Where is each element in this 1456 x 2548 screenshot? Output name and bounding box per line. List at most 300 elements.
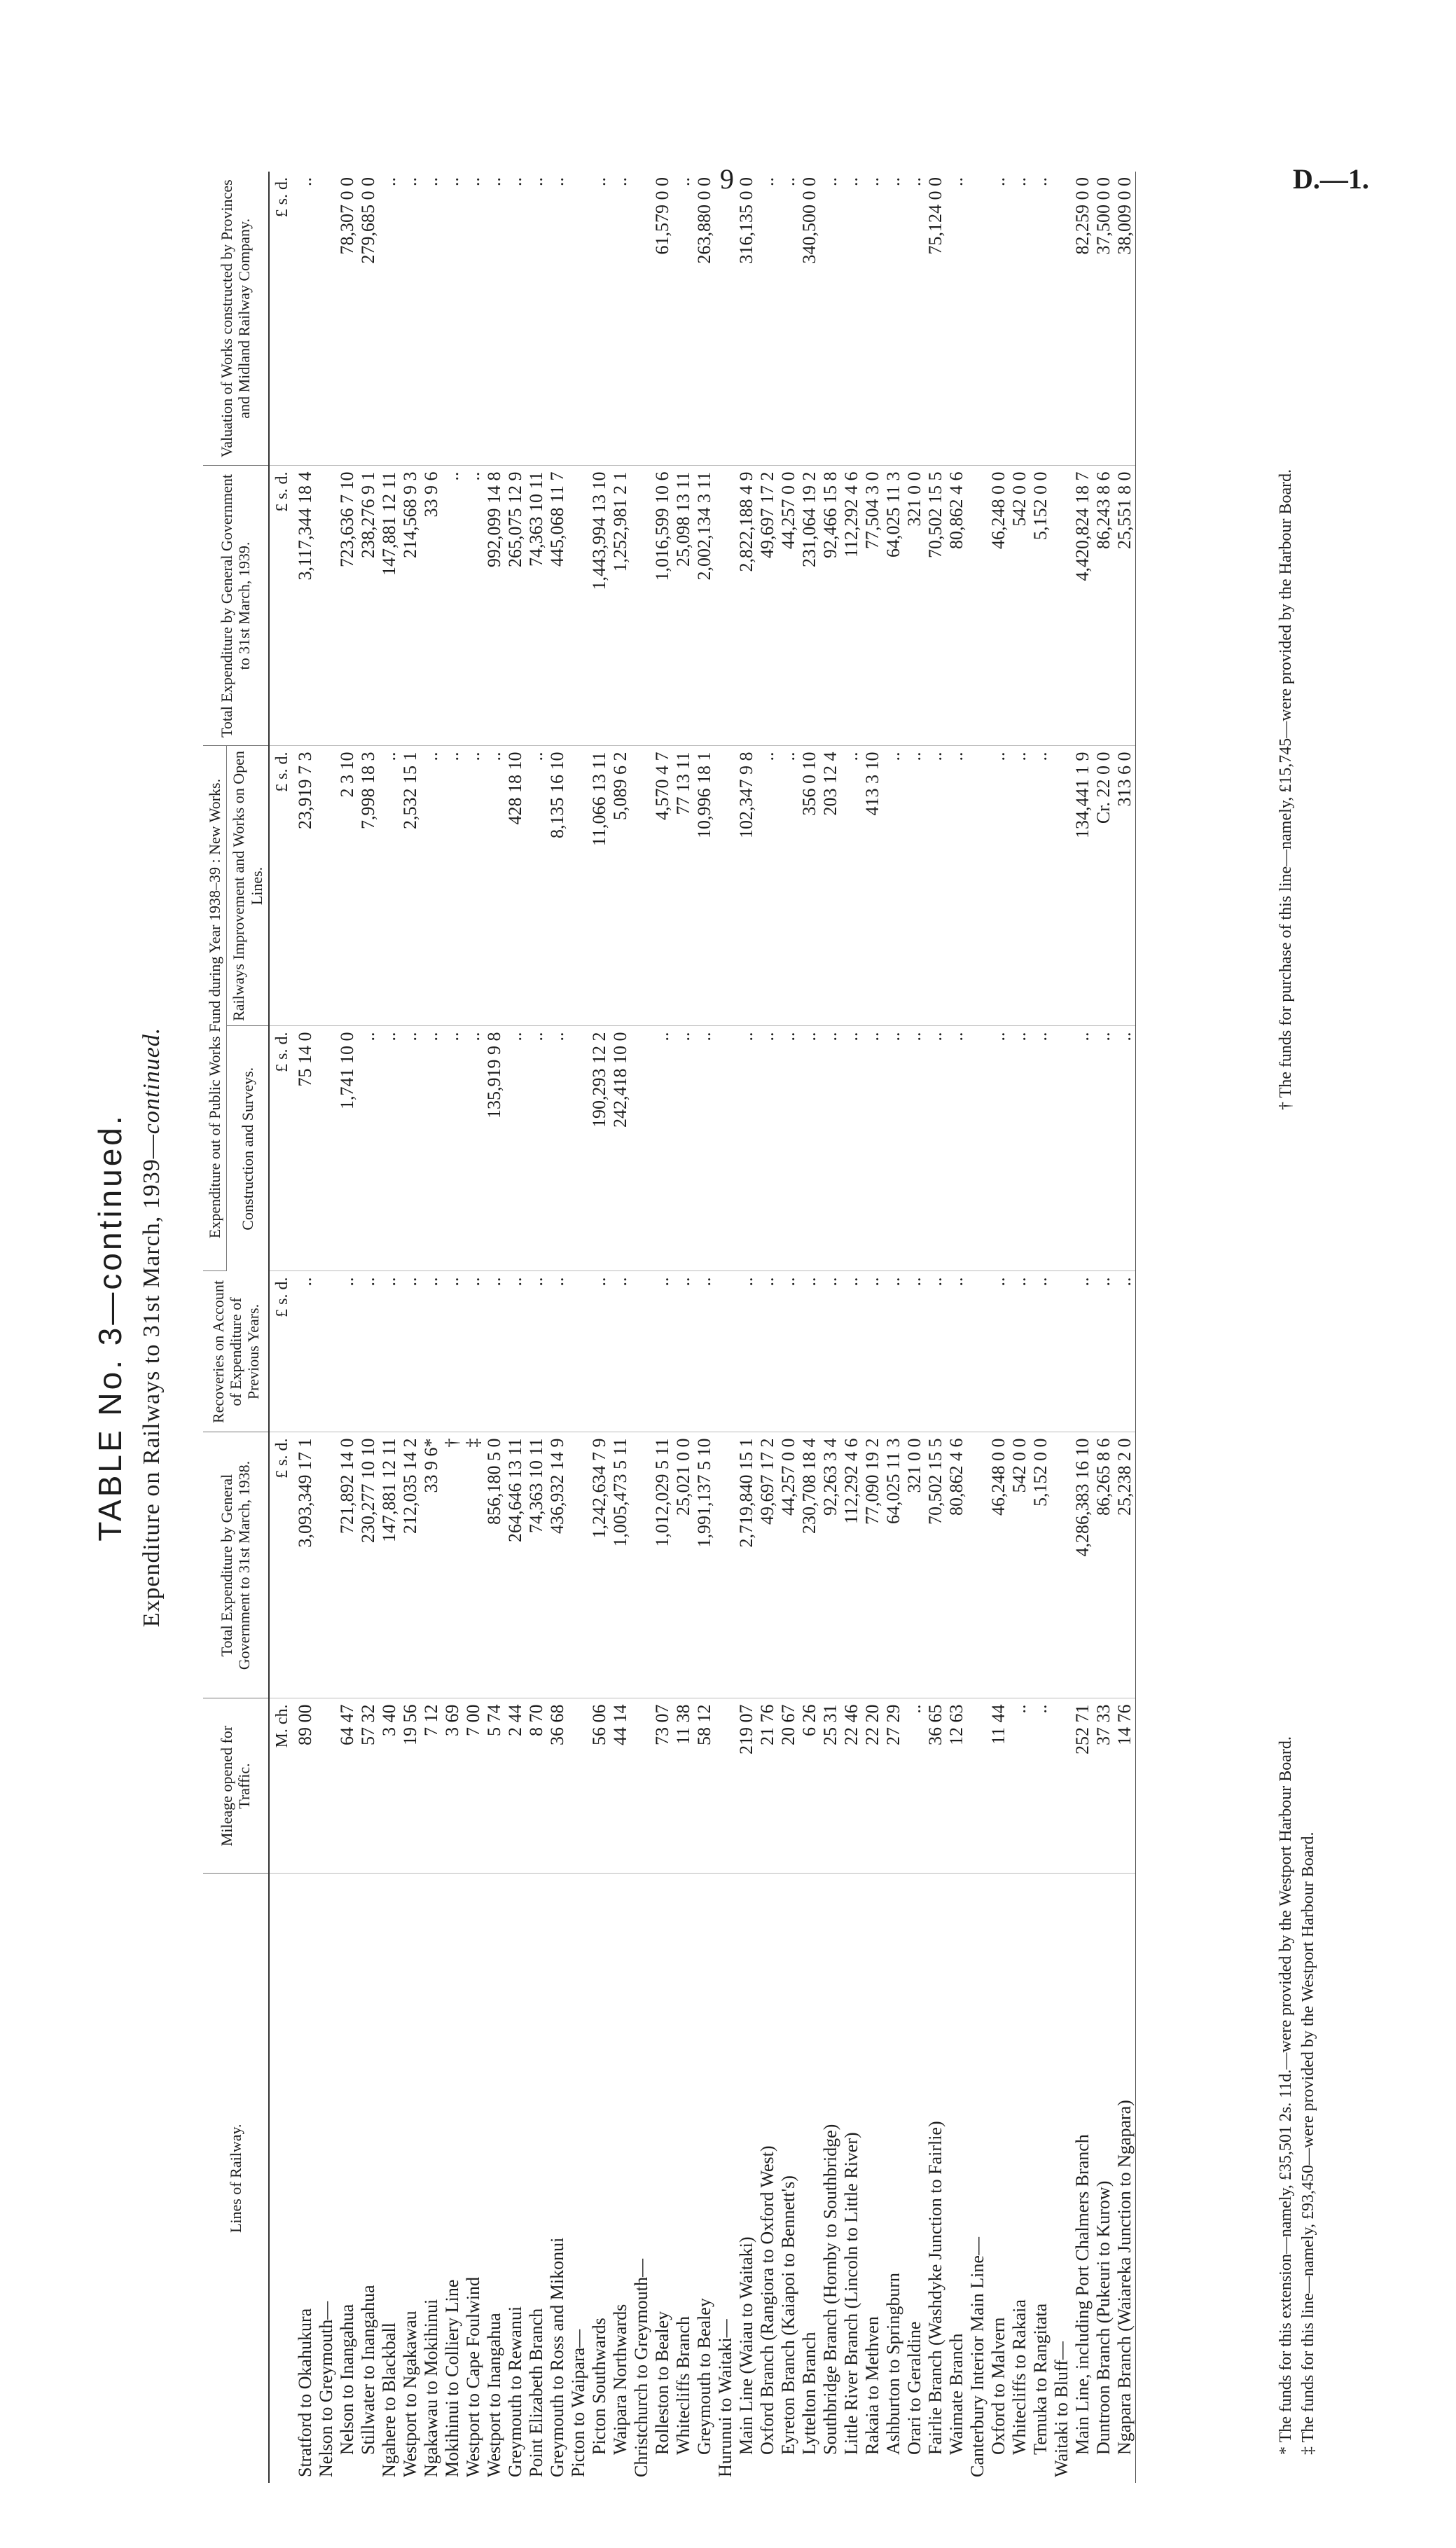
cell-mileage: 3 69 [442, 1698, 463, 1874]
cell-recoveries: .. [400, 1271, 421, 1432]
cell-recoveries: .. [1030, 1271, 1051, 1432]
cell-construction: .. [1093, 1026, 1114, 1271]
cell-total-1939: 321 0 0 [904, 466, 925, 746]
cell-total-1939: 33 9 6 [421, 466, 442, 746]
table-row [1030, 172, 1051, 2483]
cell-improvement: .. [883, 746, 904, 1026]
cell-improvement: .. [1030, 746, 1051, 1026]
line-name: Lyttelton Branch [798, 2332, 819, 2455]
cell-total-1939: 49,697 17 2 [757, 466, 778, 746]
table-row [547, 172, 568, 2483]
cell-valuation: .. [904, 172, 925, 466]
cell-valuation: .. [400, 172, 421, 466]
cell-recoveries: .. [694, 1271, 715, 1432]
cell-valuation [568, 172, 589, 466]
cell-construction [631, 1026, 652, 1271]
cell-total-1938: 86,265 8 6 [1093, 1432, 1114, 1698]
cell-improvement: .. [421, 746, 442, 1026]
table-row [883, 172, 904, 2483]
units-mileage: M. ch. [269, 1698, 295, 1874]
cell-recoveries: .. [1093, 1271, 1114, 1432]
cell-total-1938: 64,025 11 3 [883, 1432, 904, 1698]
col-valuation-header: Valuation of Works constructed by Provinces and Midland Railway Company. [203, 172, 269, 466]
cell-mileage: 11 44 [988, 1698, 1009, 1874]
cell-mileage [1051, 1698, 1072, 1874]
cell-construction: .. [442, 1026, 463, 1271]
table-row [484, 172, 505, 2483]
cell-total-1938: 70,502 15 5 [925, 1432, 946, 1698]
cell-recoveries: .. [442, 1271, 463, 1432]
line-name: Picton Southwards [588, 2318, 609, 2455]
cell-improvement [967, 746, 988, 1026]
cell-construction: .. [526, 1026, 547, 1271]
cell-valuation: 75,124 0 0 [925, 172, 946, 466]
cell-recoveries: .. [589, 1271, 610, 1432]
cell-valuation: 37,500 0 0 [1093, 172, 1114, 466]
cell-total-1939: 44,257 0 0 [778, 466, 799, 746]
cell-total-1938: 33 9 6* [421, 1432, 442, 1698]
cell-improvement: Cr. 22 0 0 [1093, 746, 1114, 1026]
table-row [967, 172, 988, 2483]
cell-recoveries: .. [505, 1271, 526, 1432]
cell-valuation [715, 172, 736, 466]
table-row [358, 172, 379, 2483]
cell-total-1939: 1,443,994 13 10 [589, 466, 610, 746]
table-row [526, 172, 547, 2483]
cell-improvement: 77 13 11 [673, 746, 694, 1026]
cell-valuation: .. [862, 172, 883, 466]
cell-recoveries: .. [379, 1271, 400, 1432]
cell-recoveries: .. [841, 1271, 862, 1432]
cell-mileage: 7 00 [463, 1698, 484, 1874]
cell-total-1939: 1,252,981 2 1 [610, 466, 631, 746]
cell-construction: .. [1030, 1026, 1051, 1271]
cell-construction: .. [652, 1026, 673, 1271]
line-name: Hurunui to Waitaki— [714, 2319, 735, 2477]
cell-valuation [316, 172, 337, 466]
units-construction: £ s. d. [269, 1026, 295, 1271]
cell-valuation: .. [610, 172, 631, 466]
cell-mileage: 64 47 [337, 1698, 358, 1874]
cell-mileage [967, 1698, 988, 1874]
table-row [715, 172, 736, 2483]
cell-total-1939: 542 0 0 [1009, 466, 1030, 746]
cell-recoveries [316, 1271, 337, 1432]
cell-total-1939: 214,568 9 3 [400, 466, 421, 746]
header-row [203, 172, 227, 2483]
cell-mileage: 21 76 [757, 1698, 778, 1874]
cell-improvement: .. [757, 746, 778, 1026]
cell-valuation: .. [526, 172, 547, 466]
cell-mileage: 27 29 [883, 1698, 904, 1874]
cell-recoveries: .. [1114, 1271, 1136, 1432]
line-name: Nelson to Greymouth— [315, 2301, 336, 2477]
table-row [904, 172, 925, 2483]
line-name: Waimate Branch [945, 2333, 966, 2455]
cell-mileage: 219 07 [736, 1698, 757, 1874]
units-row [269, 172, 295, 2483]
cell-total-1939: 992,099 14 8 [484, 466, 505, 746]
rotated-table-sheet [91, 172, 1352, 2483]
table-row [463, 172, 484, 2483]
cell-total-1939 [568, 466, 589, 746]
cell-valuation: .. [946, 172, 967, 466]
cell-total-1938: 5,152 0 0 [1030, 1432, 1051, 1698]
cell-recoveries [568, 1271, 589, 1432]
cell-valuation: .. [778, 172, 799, 466]
table-title: TABLE No. 3—continued. [92, 1113, 128, 1542]
line-name: Westport to Cape Foulwind [462, 2276, 483, 2477]
line-name: Rakaia to Methven [861, 2316, 882, 2455]
cell-total-1938 [631, 1432, 652, 1698]
cell-valuation [1051, 172, 1072, 466]
cell-improvement: .. [526, 746, 547, 1026]
cell-valuation: .. [841, 172, 862, 466]
cell-recoveries: .. [799, 1271, 820, 1432]
cell-total-1938 [967, 1432, 988, 1698]
table-row [988, 172, 1009, 2483]
cell-valuation: .. [463, 172, 484, 466]
cell-recoveries [715, 1271, 736, 1432]
cell-total-1938 [715, 1432, 736, 1698]
line-name: Westport to Ngakawau [399, 2311, 420, 2477]
cell-valuation: .. [547, 172, 568, 466]
cell-recoveries: .. [526, 1271, 547, 1432]
cell-total-1938: 230,277 10 10 [358, 1432, 379, 1698]
cell-construction: .. [673, 1026, 694, 1271]
line-name: Southbridge Branch (Hornby to Southbridge) [819, 2124, 840, 2455]
cell-construction: .. [946, 1026, 967, 1271]
cell-total-1939: 445,068 11 7 [547, 466, 568, 746]
table-row [652, 172, 673, 2483]
cell-construction: .. [358, 1026, 379, 1271]
cell-total-1938: 46,248 0 0 [988, 1432, 1009, 1698]
table-row [1114, 172, 1136, 2483]
cell-construction: .. [841, 1026, 862, 1271]
table-row [736, 172, 757, 2483]
cell-recoveries: .. [337, 1271, 358, 1432]
units-total-1938: £ s. d. [269, 1432, 295, 1698]
col-lines-header: Lines of Railway. [203, 1874, 269, 2483]
cell-total-1939: 4,420,824 18 7 [1072, 466, 1093, 746]
cell-valuation: .. [673, 172, 694, 466]
cell-construction [1051, 1026, 1072, 1271]
cell-total-1938: 25,021 0 0 [673, 1432, 694, 1698]
cell-total-1939: 70,502 15 5 [925, 466, 946, 746]
line-name: Christchurch to Greymouth— [630, 2259, 651, 2477]
cell-recoveries: .. [736, 1271, 757, 1432]
col-total-1938-header: Total Expenditure by General Government to 31st March, 1938. [203, 1432, 269, 1698]
cell-total-1938: ‡ [463, 1432, 484, 1698]
cell-improvement: 10,996 18 1 [694, 746, 715, 1026]
cell-total-1938: 74,363 10 11 [526, 1432, 547, 1698]
cell-construction: 135,919 9 8 [484, 1026, 505, 1271]
table-row [1072, 172, 1093, 2483]
cell-construction: .. [1009, 1026, 1030, 1271]
table-row [379, 172, 400, 2483]
line-name: Picton to Waipara— [567, 2329, 588, 2477]
cell-total-1939: .. [442, 466, 463, 746]
line-name: Westport to Inangahua [483, 2313, 504, 2477]
cell-total-1938: 264,646 13 11 [505, 1432, 526, 1698]
table-row [673, 172, 694, 2483]
cell-construction: 1,741 10 0 [337, 1026, 358, 1271]
cell-valuation: .. [484, 172, 505, 466]
cell-improvement [715, 746, 736, 1026]
line-name: Waipara Northwards [609, 2304, 630, 2455]
table-row [442, 172, 463, 2483]
line-name: Oxford Branch (Rangiora to Oxford West) [756, 2145, 777, 2455]
cell-mileage [631, 1698, 652, 1874]
table-row [337, 172, 358, 2483]
document-code: D.—1. [1293, 163, 1369, 195]
line-name: Orari to Geraldine [903, 2321, 924, 2455]
table-row [568, 172, 589, 2483]
cell-total-1939: 723,636 7 10 [337, 466, 358, 746]
cell-construction: .. [400, 1026, 421, 1271]
line-name: Ngapara Branch (Waiareka Junction to Ngapara) [1114, 1874, 1136, 2483]
cell-valuation: 38,009 0 0 [1114, 172, 1136, 466]
cell-mileage [715, 1698, 736, 1874]
cell-recoveries: .. [883, 1271, 904, 1432]
cell-construction: .. [778, 1026, 799, 1271]
cell-total-1938 [568, 1432, 589, 1698]
table-row [841, 172, 862, 2483]
cell-total-1938: 212,035 14 2 [400, 1432, 421, 1698]
cell-recoveries: .. [547, 1271, 568, 1432]
cell-mileage: 2 44 [505, 1698, 526, 1874]
cell-improvement: 7,998 18 3 [358, 746, 379, 1026]
cell-valuation: .. [757, 172, 778, 466]
cell-total-1939: 86,243 8 6 [1093, 466, 1114, 746]
cell-valuation: .. [1030, 172, 1051, 466]
cell-total-1939: 3,117,344 18 4 [295, 466, 316, 746]
cell-total-1938: 49,697 17 2 [757, 1432, 778, 1698]
cell-construction: 242,418 10 0 [610, 1026, 631, 1271]
cell-total-1938: 436,932 14 9 [547, 1432, 568, 1698]
page-number: 9 [720, 163, 734, 195]
cell-improvement: .. [946, 746, 967, 1026]
table-row [316, 172, 337, 2483]
cell-construction [316, 1026, 337, 1271]
cell-improvement [1051, 746, 1072, 1026]
cell-mileage: 44 14 [610, 1698, 631, 1874]
cell-mileage: 11 38 [673, 1698, 694, 1874]
cell-improvement: 5,089 6 2 [610, 746, 631, 1026]
cell-improvement [568, 746, 589, 1026]
cell-improvement: .. [904, 746, 925, 1026]
cell-total-1939 [631, 466, 652, 746]
line-name: Mokihinui to Colliery Line [441, 2279, 462, 2477]
cell-improvement: .. [379, 746, 400, 1026]
line-name: Little River Branch (Lincoln to Little River) [840, 2132, 861, 2455]
cell-mileage: 37 33 [1093, 1698, 1114, 1874]
cell-total-1939: 147,881 12 11 [379, 466, 400, 746]
cell-total-1939: 5,152 0 0 [1030, 466, 1051, 746]
cell-improvement: 203 12 4 [820, 746, 841, 1026]
units-valuation: £ s. d. [269, 172, 295, 466]
cell-recoveries: .. [421, 1271, 442, 1432]
table-row [1093, 172, 1114, 2483]
cell-construction: .. [862, 1026, 883, 1271]
footnote-star: * The funds for this extension—namely, £35,501 2s. 11d.—were provided by the Westport Harbour Board. [1277, 1736, 1295, 2455]
line-name: Duntroon Branch (Pukeuri to Kurow) [1093, 2180, 1114, 2455]
table-row [589, 172, 610, 2483]
col-total-1939-header: Total Expenditure by General Government to 31st March, 1939. [203, 466, 269, 746]
line-name: Main Line (Waiau to Waitaki) [735, 2236, 756, 2455]
cell-recoveries: .. [988, 1271, 1009, 1432]
footnote-double-dagger: ‡ The funds for this line—namely, £93,450—were provided by the Westport Harbour Board. [1299, 1832, 1317, 2455]
cell-total-1938: 2,719,840 15 1 [736, 1432, 757, 1698]
table-body [269, 172, 1136, 2483]
cell-mileage: 7 12 [421, 1698, 442, 1874]
cell-total-1938: 856,180 5 0 [484, 1432, 505, 1698]
cell-total-1938: 321 0 0 [904, 1432, 925, 1698]
cell-total-1939: 25,098 13 11 [673, 466, 694, 746]
col-recoveries-header: Recoveries on Account of Expenditure of Previous Years. [203, 1271, 269, 1432]
cell-recoveries: .. [652, 1271, 673, 1432]
cell-total-1938: 1,005,473 5 11 [610, 1432, 631, 1698]
cell-valuation: .. [820, 172, 841, 466]
table-row [610, 172, 631, 2483]
line-name: Whitecliffs Branch [672, 2315, 693, 2455]
cell-construction: .. [1114, 1026, 1136, 1271]
line-name: Ashburton to Springburn [882, 2273, 903, 2455]
cell-total-1938: 1,012,029 5 11 [652, 1432, 673, 1698]
cell-improvement: 134,441 1 9 [1072, 746, 1093, 1026]
cell-construction: .. [421, 1026, 442, 1271]
cell-valuation: .. [589, 172, 610, 466]
table-row [925, 172, 946, 2483]
cell-construction [715, 1026, 736, 1271]
cell-construction: .. [694, 1026, 715, 1271]
cell-mileage [568, 1698, 589, 1874]
table-row [295, 172, 316, 2483]
cell-construction: .. [463, 1026, 484, 1271]
cell-improvement [316, 746, 337, 1026]
cell-mileage: 57 32 [358, 1698, 379, 1874]
cell-total-1939: 265,075 12 9 [505, 466, 526, 746]
cell-recoveries: .. [610, 1271, 631, 1432]
cell-construction: .. [925, 1026, 946, 1271]
cell-recoveries: .. [673, 1271, 694, 1432]
cell-mileage: 36 68 [547, 1698, 568, 1874]
cell-construction: 190,293 12 2 [589, 1026, 610, 1271]
cell-recoveries: .. [1072, 1271, 1093, 1432]
cell-valuation: 340,500 0 0 [799, 172, 820, 466]
table-subtitle [139, 172, 165, 2483]
line-name: Eyreton Branch (Kaiapoi to Bennett's) [777, 2175, 798, 2455]
cell-valuation: .. [988, 172, 1009, 466]
cell-total-1939: 2,822,188 4 9 [736, 466, 757, 746]
cell-recoveries [631, 1271, 652, 1432]
cell-total-1938: 80,862 4 6 [946, 1432, 967, 1698]
expenditure-table [203, 172, 1136, 2483]
cell-recoveries: .. [1009, 1271, 1030, 1432]
cell-improvement: 428 18 10 [505, 746, 526, 1026]
table-row [1009, 172, 1030, 2483]
cell-total-1938: 1,242,634 7 9 [589, 1432, 610, 1698]
cell-construction: .. [820, 1026, 841, 1271]
cell-mileage: 22 46 [841, 1698, 862, 1874]
line-name: Canterbury Interior Main Line— [966, 2237, 987, 2477]
cell-total-1939: 1,016,599 10 6 [652, 466, 673, 746]
cell-improvement: 11,066 13 11 [589, 746, 610, 1026]
units-total-1939: £ s. d. [269, 466, 295, 746]
units-improvement: £ s. d. [269, 746, 295, 1026]
cell-valuation: 82,259 0 0 [1072, 172, 1093, 466]
line-name: Point Elizabeth Branch [525, 2308, 546, 2477]
cell-improvement: 356 0 10 [799, 746, 820, 1026]
cell-improvement: 313 6 0 [1114, 746, 1136, 1026]
subtitle-italic: continued. [139, 1027, 165, 1135]
cell-improvement: 102,347 9 8 [736, 746, 757, 1026]
cell-total-1938: 147,881 12 11 [379, 1432, 400, 1698]
table-row [946, 172, 967, 2483]
cell-valuation: 279,685 0 0 [358, 172, 379, 466]
cell-valuation: 263,880 0 0 [694, 172, 715, 466]
table-row [421, 172, 442, 2483]
cell-recoveries: .. [358, 1271, 379, 1432]
table-row [631, 172, 652, 2483]
cell-improvement: .. [925, 746, 946, 1026]
cell-construction: .. [1072, 1026, 1093, 1271]
cell-mileage: 25 31 [820, 1698, 841, 1874]
table-row [778, 172, 799, 2483]
cell-recoveries: .. [295, 1271, 316, 1432]
footnote-dagger: † The funds for purchase of this line—namely, £15,745—were provided by the Harbour Board. [1277, 469, 1295, 1110]
cell-total-1939: 77,504 3 0 [862, 466, 883, 746]
cell-recoveries: .. [946, 1271, 967, 1432]
col-mileage-header: Mileage opened for Traffic. [203, 1698, 269, 1874]
cell-total-1938: 1,991,137 5 10 [694, 1432, 715, 1698]
cell-improvement: .. [442, 746, 463, 1026]
cell-valuation: 78,307 0 0 [337, 172, 358, 466]
cell-valuation: .. [442, 172, 463, 466]
cell-valuation: 61,579 0 0 [652, 172, 673, 466]
cell-total-1938: 92,263 3 4 [820, 1432, 841, 1698]
cell-total-1938: 77,090 19 2 [862, 1432, 883, 1698]
cell-construction: .. [547, 1026, 568, 1271]
cell-improvement: 2,532 15 1 [400, 746, 421, 1026]
cell-mileage: 89 00 [295, 1698, 316, 1874]
cell-mileage: 20 67 [778, 1698, 799, 1874]
line-name: Stratford to Okahukura [294, 2308, 315, 2477]
cell-improvement: .. [778, 746, 799, 1026]
subtitle-main: Expenditure on Railways to 31st March, 1939— [139, 1134, 165, 1628]
cell-valuation [967, 172, 988, 466]
cell-total-1938: 721,892 14 0 [337, 1432, 358, 1698]
cell-improvement: .. [988, 746, 1009, 1026]
cell-improvement: 4,570 4 7 [652, 746, 673, 1026]
cell-construction: .. [988, 1026, 1009, 1271]
table-row [694, 172, 715, 2483]
col-improvement-header: Railways Improvement and Works on Open Lines. [227, 746, 269, 1026]
line-name: Main Line, including Port Chalmers Branch [1072, 2134, 1093, 2455]
cell-mileage: 252 71 [1072, 1698, 1093, 1874]
cell-mileage: 12 63 [946, 1698, 967, 1874]
cell-mileage: 22 20 [862, 1698, 883, 1874]
line-name: Ngakawau to Mokihinui [420, 2299, 441, 2477]
cell-mileage [316, 1698, 337, 1874]
cell-valuation: 316,135 0 0 [736, 172, 757, 466]
cell-total-1939 [967, 466, 988, 746]
cell-construction: .. [505, 1026, 526, 1271]
line-name: Temuka to Rangitata [1029, 2303, 1051, 2455]
cell-mileage: 5 74 [484, 1698, 505, 1874]
cell-total-1938 [316, 1432, 337, 1698]
cell-total-1939: 92,466 15 8 [820, 466, 841, 746]
